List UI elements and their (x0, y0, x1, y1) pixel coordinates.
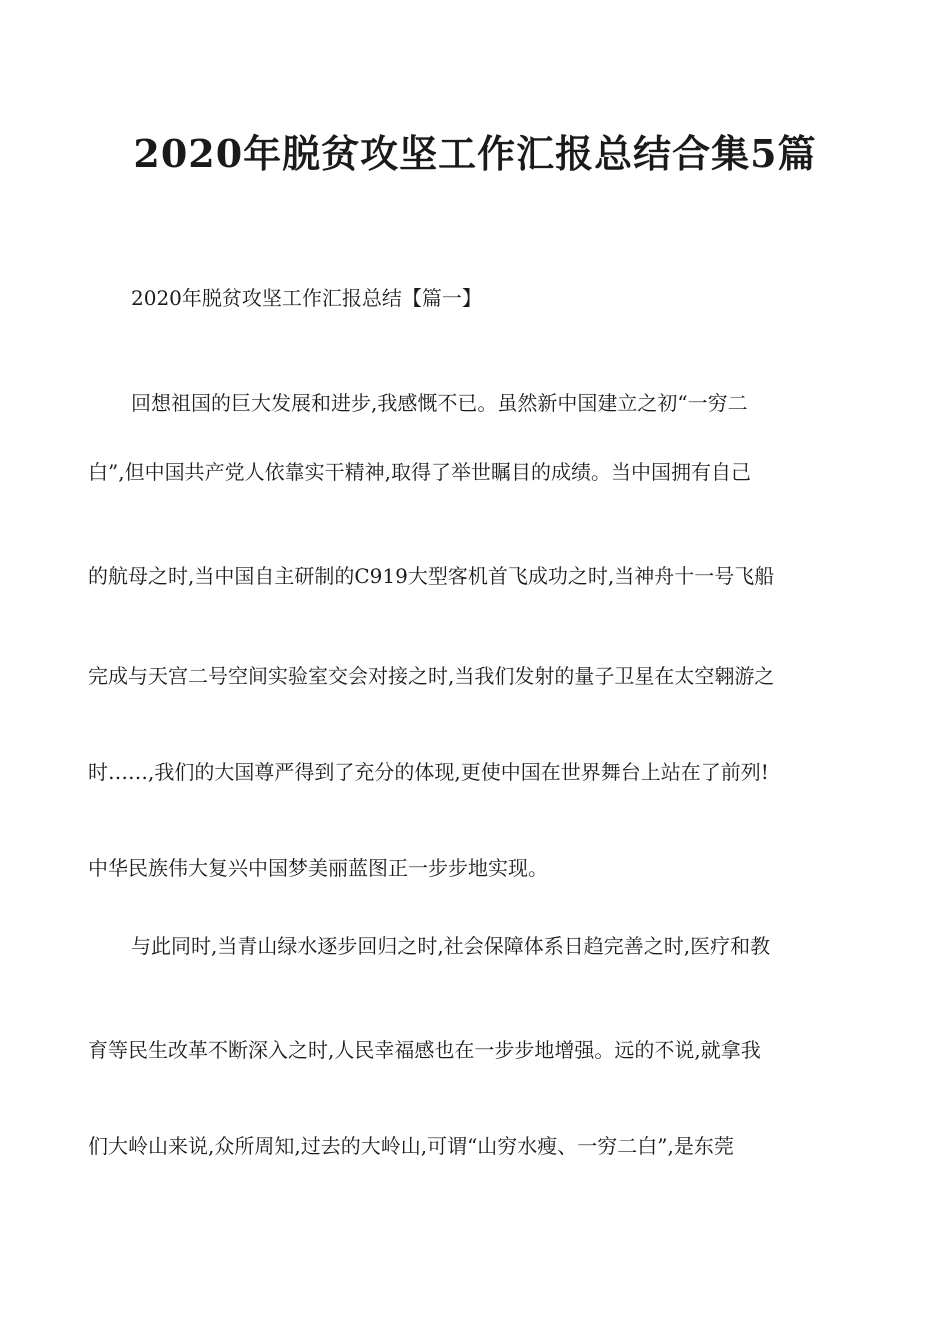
body-line-1: 回想祖国的巨大发展和进步,我感慨不已。虽然新中国建立之初“一穷二 (131, 391, 748, 415)
body-line-8: 育等民生改革不断深入之时,人民幸福感也在一步步地增强。远的不说,就拿我 (88, 1038, 761, 1062)
document-title: 2020年脱贫攻坚工作汇报总结合集5篇 (133, 131, 817, 176)
body-line-9: 们大岭山来说,众所周知,过去的大岭山,可谓“山穷水瘦、一穷二白”,是东莞 (88, 1134, 734, 1158)
body-line-7: 与此同时,当青山绿水逐步回归之时,社会保障体系日趋完善之时,医疗和教 (131, 934, 771, 958)
body-line-5: 时……,我们的大国尊严得到了充分的体现,更使中国在世界舞台上站在了前列! (88, 760, 769, 784)
body-line-4: 完成与天宫二号空间实验室交会对接之时,当我们发射的量子卫星在太空翱游之 (88, 664, 775, 688)
body-line-3: 的航母之时,当中国自主研制的C919大型客机首飞成功之时,当神舟十一号飞船 (88, 564, 775, 588)
section-heading: 2020年脱贫攻坚工作汇报总结【篇一】 (131, 286, 482, 310)
body-line-6: 中华民族伟大复兴中国梦美丽蓝图正一步步地实现。 (88, 856, 548, 880)
body-line-2: 白”,但中国共产党人依靠实干精神,取得了举世瞩目的成绩。当中国拥有自己 (88, 460, 751, 484)
